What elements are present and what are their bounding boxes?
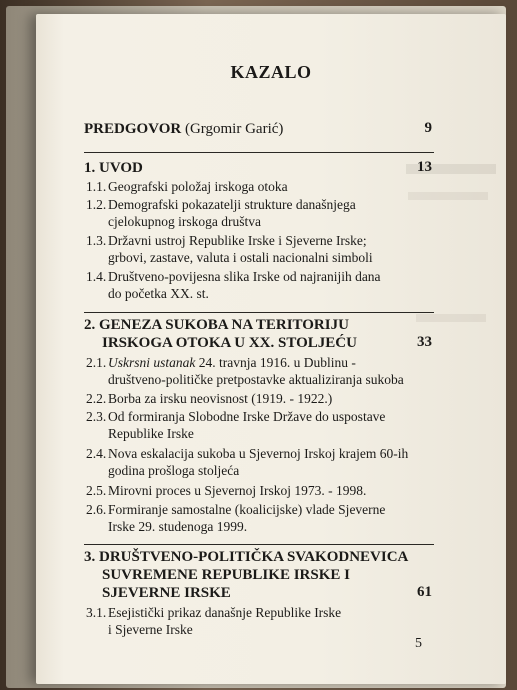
book-page (36, 14, 506, 684)
toc-item-1-2: 1.2. Demografski pokazatelji strukture današnjega cjelokupnog irskoga društva (86, 197, 356, 229)
show-through-mark (416, 314, 486, 322)
section-rule (84, 312, 434, 313)
toc-item-2-5: 2.5. Mirovni proces u Sjevernoj Irskoj 1973. - 1998. (86, 483, 367, 498)
toc-item-2-3: 2.3. Od formiranja Slobodne Irske Države do uspostave Republike Irske (86, 409, 386, 441)
sec3-page: 61 (417, 584, 432, 600)
page-title: KAZALO (230, 62, 312, 82)
sec3-heading-line3: SJEVERNE IRSKE (102, 585, 231, 601)
sec1-page: 13 (417, 159, 432, 175)
toc-item-2-4: 2.4. Nova eskalacija sukoba u Sjevernoj Irskoj krajem 60-ih godina prošloga stoljeća (86, 446, 409, 478)
toc-item-2-6: 2.6. Formiranje samostalne (koalicijske) vlade Sjeverne Irske 29. studenoga 1999. (86, 502, 386, 534)
section-rule (84, 544, 434, 545)
toc-item-2-2: 2.2. Borba za irsku neovisnost (1919. - 1922.) (86, 391, 333, 406)
predgovor-author: (Grgomir Garić) (184, 121, 284, 137)
sec2-heading-line2: IRSKOGA OTOKA U XX. STOLJEĆU (102, 335, 357, 351)
toc-item-1-1: 1.1. Geografski položaj irskoga otoka (86, 179, 288, 194)
sec3-heading-line1: 3. DRUŠTVENO-POLITIČKA SVAKODNEVICA (84, 549, 409, 565)
toc-item-2-1: 2.1. Uskrsni ustanak 24. travnja 1916. u Dublinu - društveno-političke pretpostavke aktualiziranja sukoba (86, 355, 404, 387)
sec2-heading-line1: 2. GENEZA SUKOBA NA TERITORIJU (84, 317, 349, 333)
predgovor-label: PREDGOVOR (84, 121, 182, 137)
section-rule (84, 152, 434, 153)
toc-item-3-1: 3.1. Esejistički prikaz današnje Republike Irske i Sjeverne Irske (86, 605, 342, 637)
sec1-heading: 1. UVOD (84, 160, 143, 176)
predgovor-page: 9 (424, 120, 432, 136)
toc-item-1-3: 1.3. Državni ustroj Republike Irske i Sjeverne Irske; grbovi, zastave, valuta i ostali nacionalni simboli (86, 233, 373, 265)
sec2-page: 33 (417, 334, 432, 350)
sec3-heading-line2: SUVREMENE REPUBLIKE IRSKE I (102, 567, 350, 583)
toc-item-1-4: 1.4. Društveno-povijesna slika Irske od najranijih dana do početka XX. st. (86, 269, 381, 301)
page-number: 5 (415, 636, 422, 651)
predgovor-heading (84, 120, 283, 138)
